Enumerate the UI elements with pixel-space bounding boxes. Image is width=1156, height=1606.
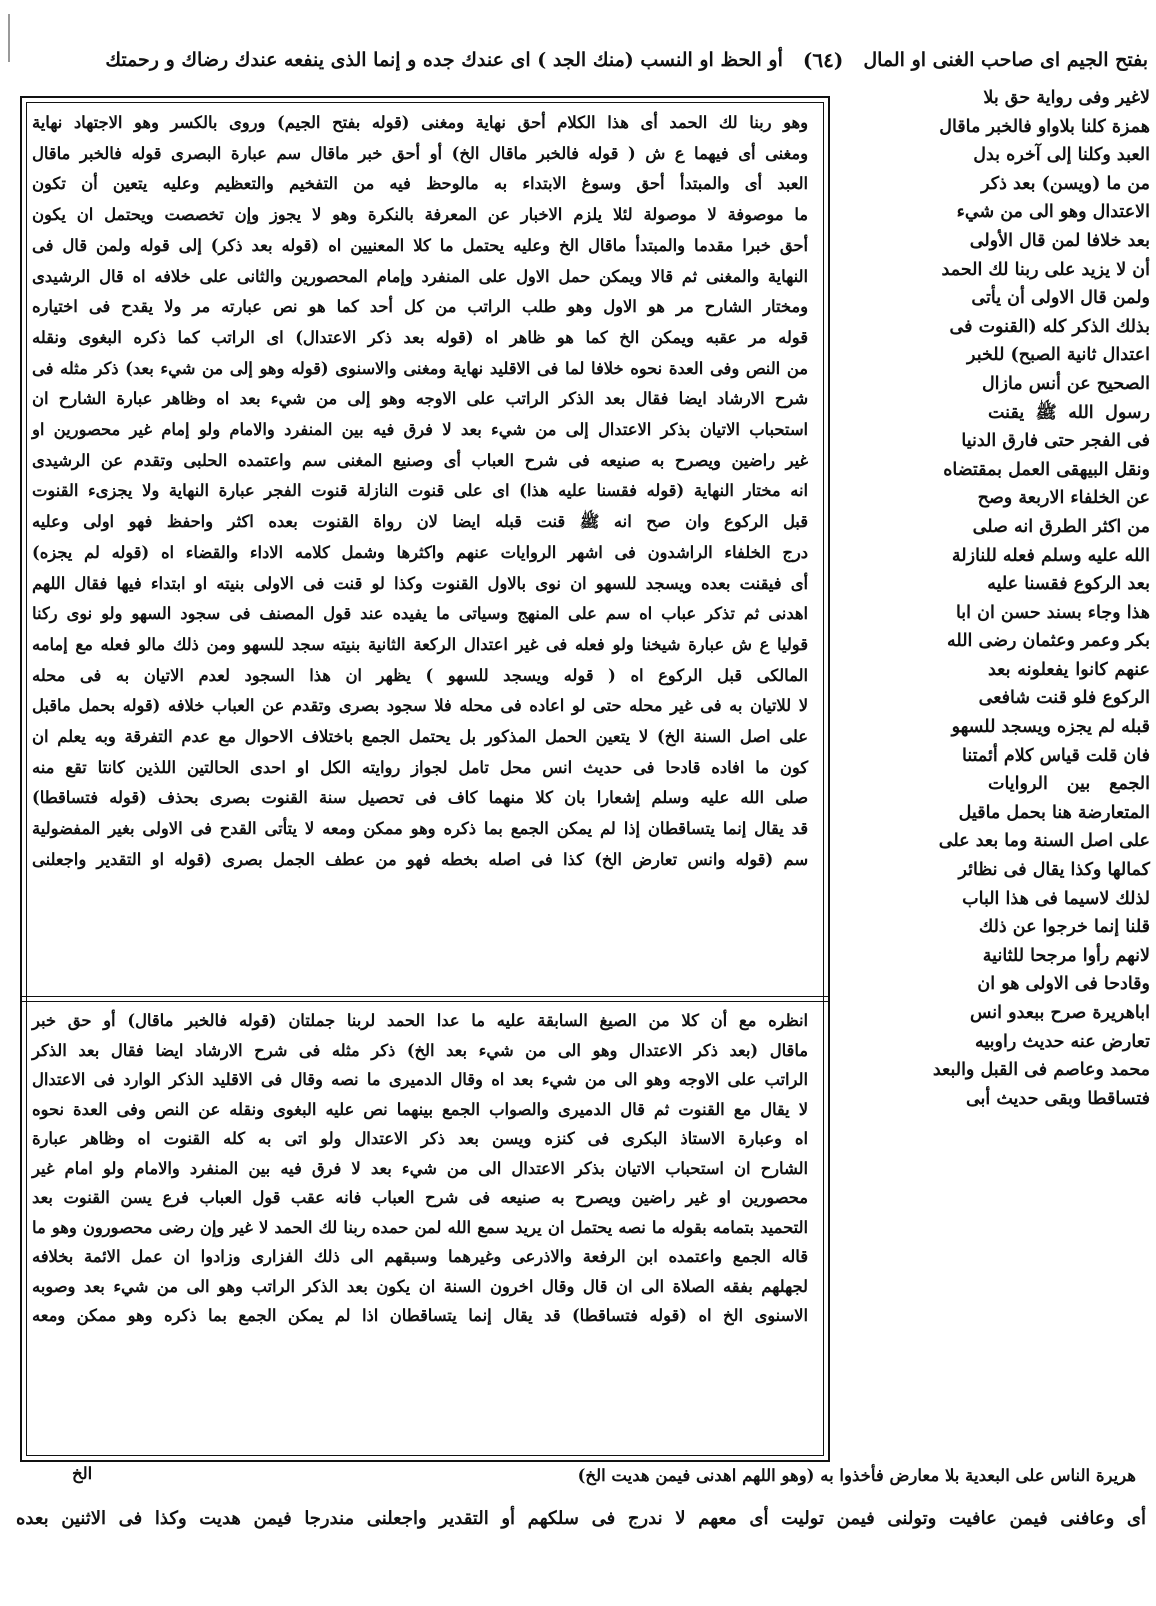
lower-commentary-line: لا يقال مع القنوت ثم قال الدميرى والصواب الجمع بينهما نص عليه البغوى ونقله عن النص وفى العدة نحوه	[32, 1099, 808, 1119]
margin-line: الصحيح عن أنس مازال	[981, 373, 1150, 394]
lower-commentary-line: محصورين او غير راضين ويصرح به صنيعه فى شرح العباب فانه عقب قول العباب فرع يسن القنوت بعد	[32, 1188, 808, 1207]
lower-commentary-block	[32, 1006, 808, 1450]
margin-line: الاعتدال وهو الى من شيء	[956, 202, 1150, 223]
commentary-line: قبل الركوع وان صح انه ﷺ قنت قبله ايضا لان رواة القنوت بعده اكثر واحفظ فهو اولى وعليه	[32, 512, 808, 532]
margin-line: فان قلت قياس كلام أئمتنا	[962, 745, 1150, 766]
commentary-line: انه مختار النهاية (قوله فقسنا عليه هذا) اى على قنوت النازلة قنوت الفجر عبارة النهاية ولا يجزىء القنوت	[32, 481, 808, 501]
commentary-line: أحق خبرا مقدما والمبتدأ ماقال الخ وعليه يحتمل ما كلا المعنيين اه (قوله بعد ذكر) إلى قوله ولمن قال فى	[32, 235, 808, 255]
margin-line: كمالها وكذا يقال فى نظائر	[958, 860, 1150, 881]
commentary-line: قوليا ع ش عبارة شيخنا ولو فعله فى غير اعتدال الركعة الثانية بنيته سجد للسهو ومن ذلك مالو فعله مع إمامه	[32, 634, 808, 654]
margin-line: بعد الركوع فقسنا عليه	[987, 574, 1150, 595]
lower-commentary-line: لجهلهم بفقه الصلاة الى ان قال وقال اخرون السنة ان يكون بعد الذكر الراتب وهو الى من شيء بعد وصوبه	[32, 1276, 808, 1296]
margin-line: قبله لم يجزه ويسجد للسهو	[951, 717, 1150, 738]
header-right-text: بفتح الجيم اى صاحب الغنى او المال	[863, 49, 1148, 71]
margin-line: المتعارضة هنا بحمل ماقيل	[958, 802, 1150, 823]
margin-line: الركوع فلو قنت شافعى	[978, 688, 1150, 709]
margin-line: فتساقطا وبقى حديث أبى	[965, 1088, 1150, 1109]
margin-line: لاغير وفى رواية حق بلا	[983, 88, 1150, 108]
margin-line: ونقل البيهقى العمل بمقتضاه	[943, 459, 1150, 480]
commentary-line: اهدنى ثم تذكر عباب اه سم على المنهج وسياتى ما يفيده عند قول المصنف فى سجود السهو ولو نوى ركنا	[32, 604, 808, 624]
lower-commentary-line: ماقال (بعد ذكر الاعتدال وهو الى من شيء بعد الخ) ذكر مثله فى شرح الارشاد ايضا فقال بعد الذكر	[32, 1040, 808, 1060]
commentary-line: ومغنى أى فيهما ع ش ( قوله فالخبر ماقال الخ) أو أحق خبر ماقال سم عبارة البصرى قوله فالخبر ماقال	[32, 143, 808, 163]
commentary-line: استحباب الاتيان بذكر الاعتدال إلى من شيء بعد لا فرق فيه بين المنفرد والامام ولو إمام غير محصورين او	[32, 420, 808, 440]
lower-commentary-line: اه وعبارة الاستاذ البكرى فى كنزه ويسن بعد ذكر الاعتدال ولو اتى به كله القنوت اه وظاهر عبارة	[32, 1129, 808, 1148]
commentary-line: سم (قوله وانس تعارض الخ) كذا فى اصله بخطه فهو من عطف الجمل بصرى (قوله او التقدير واجعلنى	[32, 849, 808, 869]
commentary-line: على اصل السنة الخ) لا يتعين الحمل المذكور بل يحتمل الجمع باختلاف الاحوال مع عدم التفرقة وبه يعلم ان	[32, 727, 808, 747]
margin-line: من اكثر الطرق انه صلى	[972, 516, 1150, 537]
footer-line: أى وعافنى فيمن عافيت وتولنى فيمن توليت أى معهم لا ندرج فى سلكهم أو التقدير واجعلنى مندرجا فيمن هديت وكذا فى الاثنين بعده	[16, 1508, 1146, 1529]
scan-edge-mark	[8, 14, 10, 62]
commentary-line: لا للاتيان به فى غير محله حتى لو اعاده فى محله فلا سجود بصرى وتقدم عن العباب خلافه (قوله بحمل ماقبل	[32, 696, 808, 716]
margin-line: تعارض عنه حديث راوبيه	[975, 1031, 1150, 1052]
lower-commentary-line: الشارح ان استحباب الاتيان بذكر الاعتدال الى من شيء بعد لا فرق فيه بين المنفرد والامام ولو امام غير	[32, 1158, 808, 1178]
commentary-line: العبد أى والمبتدأ أحق وسوغ الابتداء به مالوحظ فيه من التفخيم والتعظيم وعليه يتعين أن تكون	[32, 174, 808, 194]
margin-line: ولمن قال الاولى أن يأتى	[971, 288, 1150, 309]
commentary-line: درج الخلفاء الراشدون فى اشهر الروايات عنهم واكثرها وشمل كلامه الاداء والقضاء اه (قوله لم يجزه)	[32, 542, 808, 562]
commentary-line: صلى الله عليه وسلم إشعارا بان كلا منهما كاف فى تحصيل سنة القنوت بصرى بحذف (قوله فتساقطا)	[32, 788, 808, 808]
lower-commentary-line: قاله الجمع واعتمده ابن الرفعة والاذرعى وغيرهما وسبقهم الى ذلك الفزارى وزادوا ان عمل الائمة بخلافه	[32, 1247, 808, 1266]
margin-line: وقادحا فى الاولى هو ان	[977, 974, 1150, 995]
margin-line: قلنا إنما خرجوا عن ذلك	[978, 917, 1150, 938]
margin-line: لانهم رأوا مرجحا للثانية	[982, 945, 1150, 966]
margin-line: عنهم كانوا يفعلونه بعد	[988, 659, 1150, 680]
bottom-note: هريرة الناس على البعدية بلا معارض فأخذوا به (وهو اللهم اهدنى فيمن هديت الخ)	[577, 1466, 1136, 1485]
commentary-line: غير راضين ويصرح به صنيعه فى شرح العباب أى وصنيع المغنى سم واعتمده الحلبى وتقدم عن الرشيدى	[32, 450, 808, 470]
margin-matn-column	[932, 84, 1150, 1564]
commentary-line: كون ما افاده قادحا فى حديث انس محل تامل لجواز روايته الكل او احدى الحالتين اللذين كانتا تقع منه	[32, 757, 808, 777]
margin-line: همزة كلنا بلاواو فالخبر ماقال	[939, 116, 1150, 137]
margin-line: لذلك لاسيما فى هذا الباب	[962, 888, 1150, 909]
margin-line: على اصل السنة وما بعد على	[938, 831, 1150, 852]
commentary-line: ما موصوفة لا موصولة لئلا يلزم الاخبار عن المعرفة بالنكرة وهو لا يجوز وإن تخصصت ويحتمل ان يكون	[32, 205, 808, 225]
commentary-frame	[20, 96, 830, 1462]
margin-line: بذلك الذكر كله (القنوت فى	[949, 316, 1150, 337]
margin-line: محمد وعاصم فى القبل والبعد	[932, 1060, 1150, 1081]
margin-line: بكر وعمر وعثمان رضى الله	[947, 631, 1150, 652]
section-divider	[20, 996, 830, 1002]
margin-line: من ما (ويسن) بعد ذكر	[981, 173, 1150, 194]
page-header	[20, 40, 1148, 80]
commentary-line: قد يقال إنما يتساقطان إذا لم يمكن الجمع بما ذكره وهو ممكن ومعه لا يتأتى القدح فى الاولى بغير المفضولية	[32, 819, 808, 839]
margin-line: اعتدال ثانية الصبح) للخبر	[967, 345, 1150, 366]
page-number: (٦٤)	[802, 48, 844, 72]
commentary-line: ومختار الشارح مر هو الاول وهو طلب الراتب من كل أحد كما هو نص عبارته مر ولا يقدح فى اختياره	[32, 297, 808, 317]
continuation-mark: الخ	[72, 1464, 93, 1483]
commentary-line: وهو ربنا لك الحمد أى هذا الكلام أحق نهاية ومغنى (قوله بفتح الجيم) وروى بالكسر وهو الاجتهاد نهاية	[32, 113, 808, 132]
margin-line: الله عليه وسلم فعله للنازلة	[951, 545, 1150, 566]
header-left-text: أو الحظ او النسب (منك الجد ) اى عندك جده و إنما الذى ينفعه عندك رضاك و رحمتك	[105, 49, 783, 71]
margin-line: بعد خلافا لمن قال الأولى	[969, 230, 1150, 251]
margin-line: العبد وكلنا إلى آخره بدل	[973, 145, 1150, 166]
commentary-line: شرح الارشاد ايضا فقال بعد الذكر الراتب على الاوجه وهو إلى من شيء بعد اه وظاهر عبارة الشارح ان	[32, 389, 808, 409]
margin-line: عن الخلفاء الاربعة وصح	[977, 488, 1150, 509]
margin-line: الجمع بين الروايات	[988, 774, 1150, 795]
margin-line: أن لا يزيد على ربنا لك الحمد	[941, 259, 1150, 280]
margin-line: هذا وجاء بسند حسن ان ابا	[955, 602, 1150, 623]
margin-line: فى الفجر حتى فارق الدنيا	[961, 431, 1150, 452]
lower-commentary-line: الاسنوى الخ اه (قوله فتساقطا) قد يقال إنما يتساقطان اذا لم يمكن الجمع بما ذكره وهو ممكن ومعه	[32, 1306, 808, 1325]
commentary-line: قوله مر عقبه ويمكن الخ كما هو ظاهر اه (قوله بعد ذكر الاعتدال) اى الراتب كما ذكره البغوى ونقله	[32, 327, 808, 347]
lower-commentary-line: الراتب على الاوجه وهو الى من شيء بعد اه وقال الدميرى ما نصه وقال فى الاقليد الذكر الوارد فى الاعتدال	[32, 1070, 808, 1089]
commentary-line: أى فيقنت بعده ويسجد للسهو ان نوى بالاول القنوت وكذا لو قنت فى الاولى بنيته او ابتداء فيها فقال اللهم	[32, 573, 808, 593]
lower-commentary-line: التحميد بتمامه بقوله ما نصه يحتمل ان يريد سمع الله لمن حمده ربنا لك الحمد لا غير وإن رضى محصورون وهو ما	[32, 1217, 808, 1237]
lower-commentary-line: انظره مع أن كلا من الصيغ السابقة عليه ما عدا الحمد لربنا جملتان (قوله فالخبر ماقال) أو حق خبر	[32, 1011, 808, 1030]
margin-line: رسول الله ﷺ يقنت	[988, 402, 1150, 423]
commentary-line: النهاية والمغنى ثم قالا ويمكن حمل الاول على المنفرد وإمام المحصورين والثانى على خلافه اه قال الرشيدى	[32, 266, 808, 286]
main-commentary-block	[32, 108, 808, 988]
margin-line: اباهريرة صرح ببعدو انس	[969, 1003, 1150, 1023]
commentary-line: من النص وفى العدة نحوه خلافا لما فى الاقليد نهاية ومغنى والاسنوى (قوله وهو إلى من شيء بعد) ذكر مثله فى	[32, 358, 808, 378]
commentary-line: المالكى قبل الركوع اه ( قوله ويسجد للسهو ) يظهر ان هذا السجود لعدم الاتيان به فى محله	[32, 665, 808, 685]
